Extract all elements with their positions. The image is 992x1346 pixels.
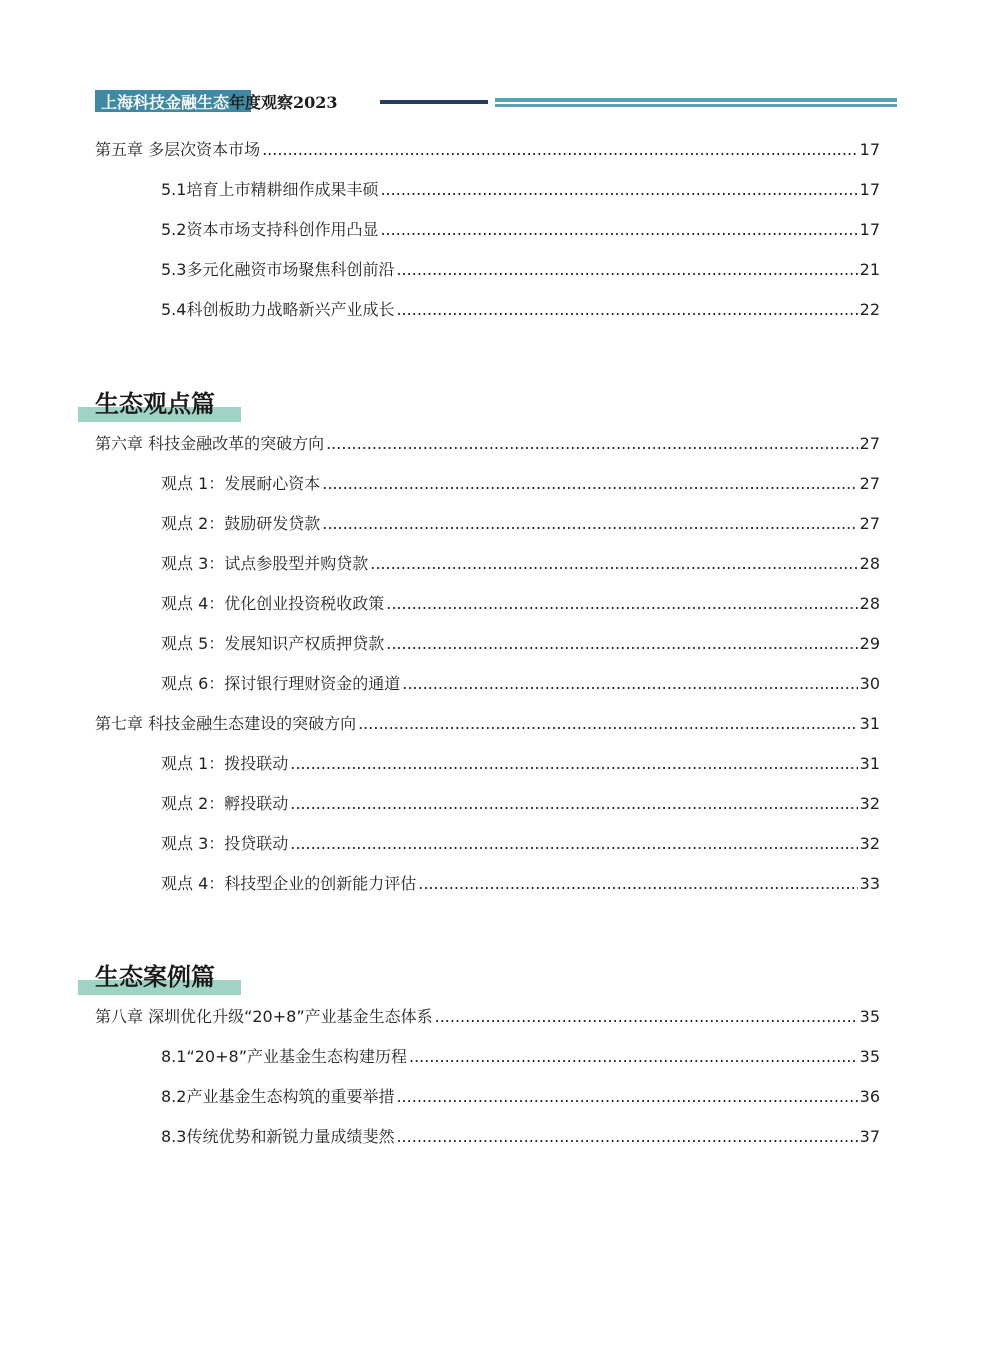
toc-item-title: 培育上市精耕细作成果丰硕 [186,180,379,199]
toc-leader [396,1124,857,1150]
toc-page-number: 31 [859,754,880,773]
toc-leader [326,431,858,457]
toc-leader [370,551,857,577]
toc-leader [396,297,857,323]
toc-item-number: 5.1 [161,180,187,199]
toc-item-title: 观点 3：试点参股型并购贷款 [161,554,369,573]
toc-page-number: 32 [859,834,880,853]
toc-item-title: 观点 1：发展耐心资本 [161,474,321,493]
toc-item-title: 观点 2：孵投联动 [161,794,289,813]
toc-item-7-4[interactable] [161,871,880,897]
toc-item-title: 观点 1：拨投联动 [161,754,289,773]
toc-item-6-4[interactable] [161,591,880,617]
toc-item-6-3[interactable] [161,551,880,577]
toc-page-number: 35 [859,1007,880,1026]
section-title: 生态案例篇 [95,963,215,991]
toc-item-5-3[interactable] [161,257,880,283]
toc-page-number: 21 [859,260,880,279]
toc-leader [290,751,857,777]
toc-item-8-1[interactable] [161,1044,880,1070]
toc-page-number: 17 [859,140,880,159]
toc-chapter-title: 第八章 深圳优化升级“20+8”产业基金生态体系 [95,1007,433,1026]
toc-item-8-3[interactable] [161,1124,880,1150]
toc-item-6-2[interactable] [161,511,880,537]
toc-leader [435,1004,858,1030]
toc-chapter-title: 第六章 科技金融改革的突破方向 [95,434,325,453]
toc-page-number: 22 [859,300,880,319]
toc-item-7-1[interactable] [161,751,880,777]
toc-leader [290,831,857,857]
toc-leader [262,137,858,163]
toc-page-number: 27 [859,434,880,453]
toc-leader [409,1044,858,1070]
header-title [101,91,338,115]
toc-leader [322,511,857,537]
toc-item-title: 资本市场支持科创作用凸显 [186,220,379,239]
page-header [95,90,897,114]
header-title-part1: 上海科技金融生态 [101,93,230,112]
toc-item-number: 5.2 [161,220,187,239]
toc-leader [386,591,857,617]
toc-page-number: 28 [859,554,880,573]
toc-leader [358,711,858,737]
toc-item-title: 产业基金生态构筑的重要举措 [186,1087,395,1106]
toc-leader [322,471,857,497]
toc-item-number: 5.3 [161,260,187,279]
toc-item-title: 观点 4：优化创业投资税收政策 [161,594,385,613]
toc-chapter-5[interactable] [95,137,880,163]
header-bar-dark [380,100,488,104]
toc-item-title: 科创板助力战略新兴产业成长 [186,300,395,319]
toc-item-title: “20+8”产业基金生态构建历程 [186,1047,407,1066]
toc-page-number: 29 [859,634,880,653]
toc-item-number: 8.1 [161,1047,187,1066]
header-title-part2: 年度观察2023 [229,93,338,112]
toc-leader [418,871,857,897]
toc-page-number: 27 [859,514,880,533]
toc-item-title: 观点 3：投贷联动 [161,834,289,853]
toc-leader [402,671,857,697]
toc-chapter-6[interactable] [95,431,880,457]
toc-item-title: 观点 6：探讨银行理财资金的通道 [161,674,401,693]
toc-page-number: 32 [859,794,880,813]
header-bar-light [495,98,897,102]
toc-item-number: 8.2 [161,1087,187,1106]
toc-page-number: 37 [859,1127,880,1146]
toc-page-number: 35 [859,1047,880,1066]
toc-item-title: 多元化融资市场聚焦科创前沿 [186,260,395,279]
toc-leader [396,1084,857,1110]
toc-item-title: 传统优势和新锐力量成绩斐然 [186,1127,395,1146]
toc-page-number: 17 [859,180,880,199]
toc-chapter-title: 第七章 科技金融生态建设的突破方向 [95,714,357,733]
toc-item-5-1[interactable] [161,177,880,203]
toc-item-5-4[interactable] [161,297,880,323]
section-title: 生态观点篇 [95,390,215,418]
toc-item-7-2[interactable] [161,791,880,817]
toc-item-6-1[interactable] [161,471,880,497]
toc-chapter-title: 第五章 多层次资本市场 [95,140,261,159]
toc-item-number: 5.4 [161,300,187,319]
toc-page-number: 28 [859,594,880,613]
toc-item-title: 观点 2：鼓励研发贷款 [161,514,321,533]
toc-page-number: 33 [859,874,880,893]
toc-item-8-2[interactable] [161,1084,880,1110]
header-bar-light-2 [495,104,897,107]
toc-item-title: 观点 5：发展知识产权质押贷款 [161,634,385,653]
toc-page-number: 30 [859,674,880,693]
toc-page-number: 17 [859,220,880,239]
toc-page-number: 36 [859,1087,880,1106]
toc-item-6-5[interactable] [161,631,880,657]
toc-item-6-6[interactable] [161,671,880,697]
toc-leader [290,791,857,817]
toc-item-7-3[interactable] [161,831,880,857]
toc-page-number: 31 [859,714,880,733]
toc-page-number: 27 [859,474,880,493]
toc-chapter-8[interactable] [95,1004,880,1030]
toc-chapter-7[interactable] [95,711,880,737]
toc-leader [386,631,857,657]
toc-leader [380,177,857,203]
toc-item-number: 8.3 [161,1127,187,1146]
toc-leader [380,217,857,243]
toc-item-5-2[interactable] [161,217,880,243]
toc-leader [396,257,857,283]
toc-item-title: 观点 4：科技型企业的创新能力评估 [161,874,417,893]
